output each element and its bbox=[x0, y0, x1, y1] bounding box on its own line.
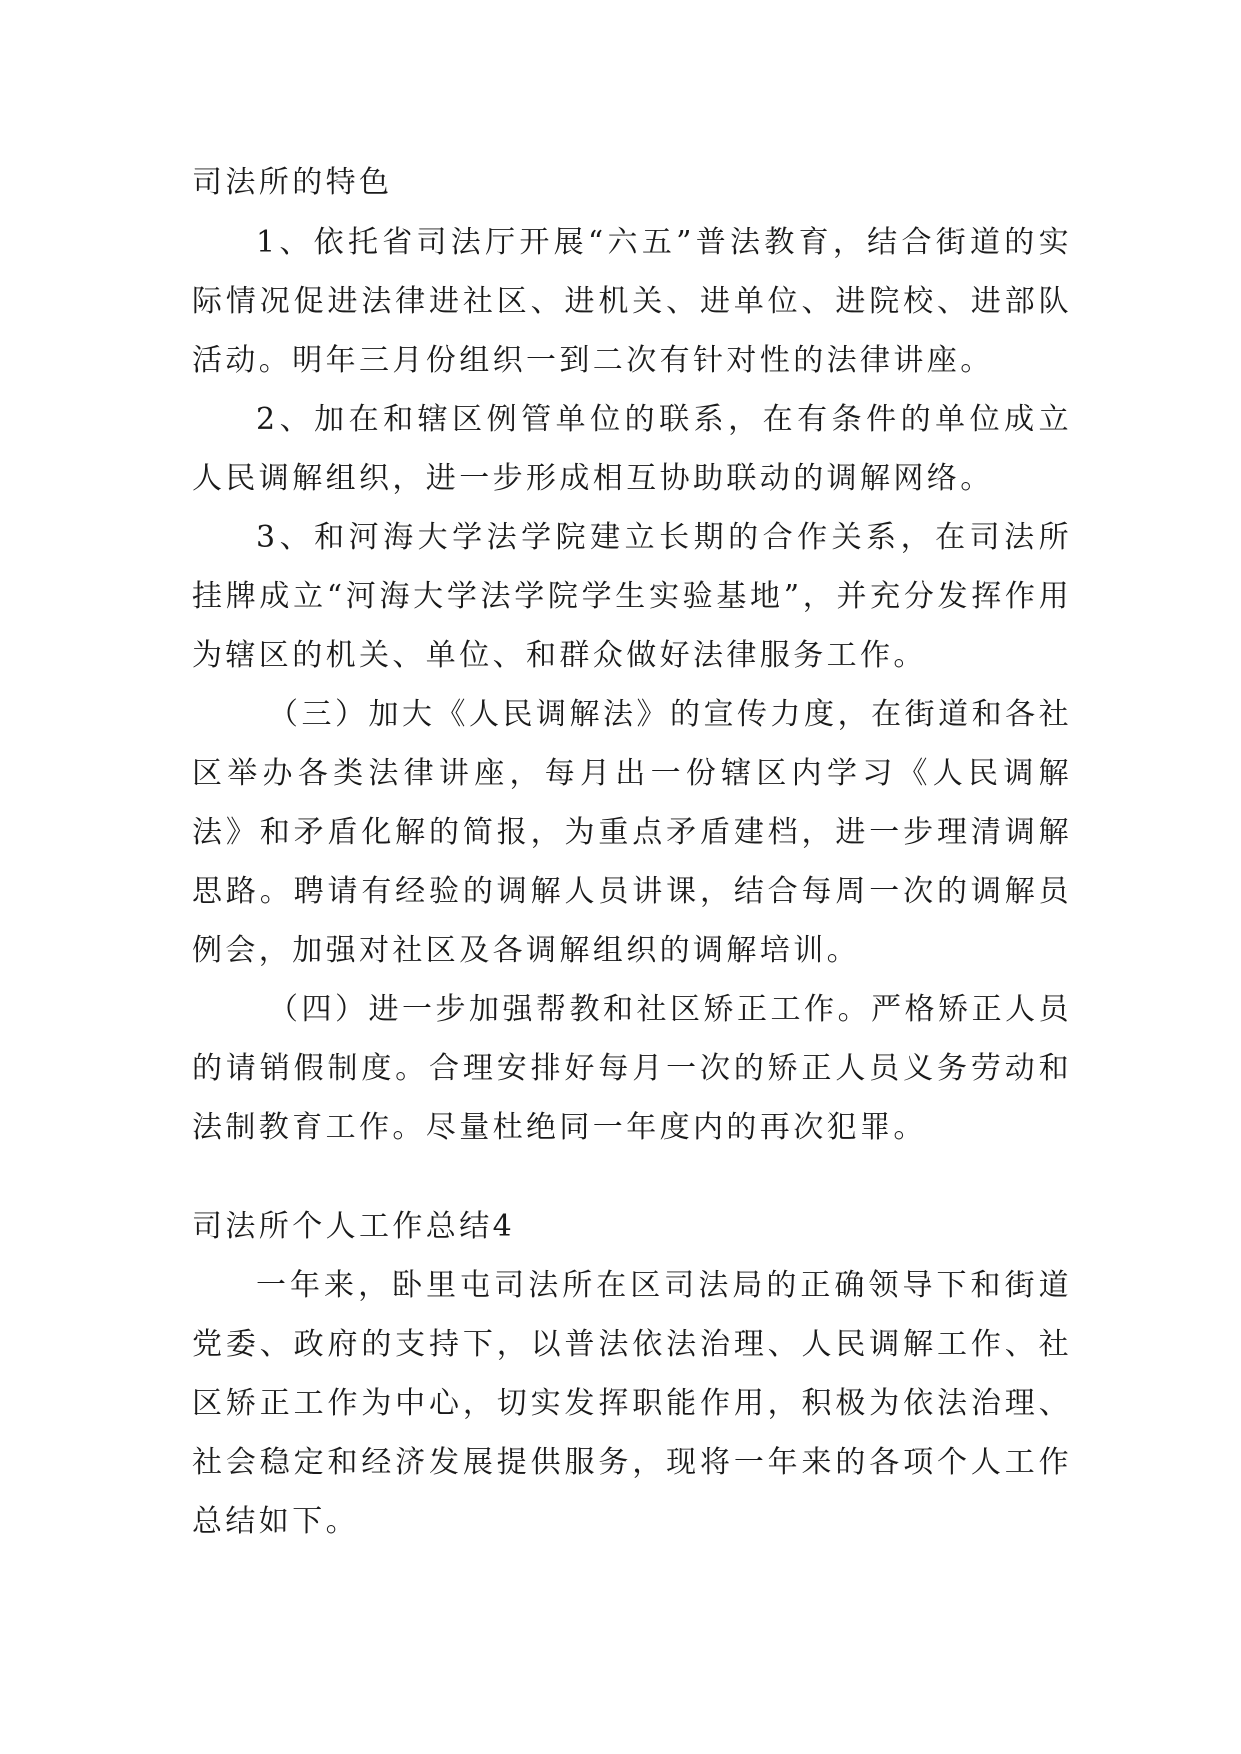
point-4-paragraph: （四）进一步加强帮教和社区矫正工作。严格矫正人员的请销假制度。合理安排好每月一次的矫正人员义务劳动和法制教育工作。尽量杜绝同一年度内的再次犯罪。 bbox=[192, 992, 1072, 1145]
item-1-paragraph: 1、依托省司法厅开展“六五”普法教育，结合街道的实际情况促进法律进社区、进机关、进单位、进院校、进部队活动。明年三月份组织一到二次有针对性的法律讲座。 bbox=[192, 225, 1072, 378]
item-2-paragraph: 2、加在和辖区例管单位的联系，在有条件的单位成立人民调解组织，进一步形成相互协助联动的调解网络。 bbox=[192, 402, 1072, 496]
summary-intro-paragraph: 一年来，卧里屯司法所在区司法局的正确领导下和街道党委、政府的支持下，以普法依法治理、人民调解工作、社区矫正工作为中心，切实发挥职能作用，积极为依法治理、社会稳定和经济发展提供服务，现将一年来的各项个人工作总结如下。 bbox=[192, 1268, 1072, 1539]
item-3-paragraph: 3、和河海大学法学院建立长期的合作关系，在司法所挂牌成立“河海大学法学院学生实验基地”，并充分发挥作用为辖区的机关、单位、和群众做好法律服务工作。 bbox=[192, 520, 1072, 673]
section-title-summary-4: 司法所个人工作总结4 bbox=[192, 1209, 516, 1244]
section-title-features: 司法所的特色 bbox=[192, 165, 393, 200]
point-3-paragraph: （三）加大《人民调解法》的宣传力度，在街道和各社区举办各类法律讲座，每月出一份辖区内学习《人民调解法》和矛盾化解的简报，为重点矛盾建档，进一步理清调解思路。聘请有经验的调解人员讲课，结合每周一次的调解员例会，加强对社区及各调解组织的调解培训。 bbox=[192, 697, 1072, 968]
